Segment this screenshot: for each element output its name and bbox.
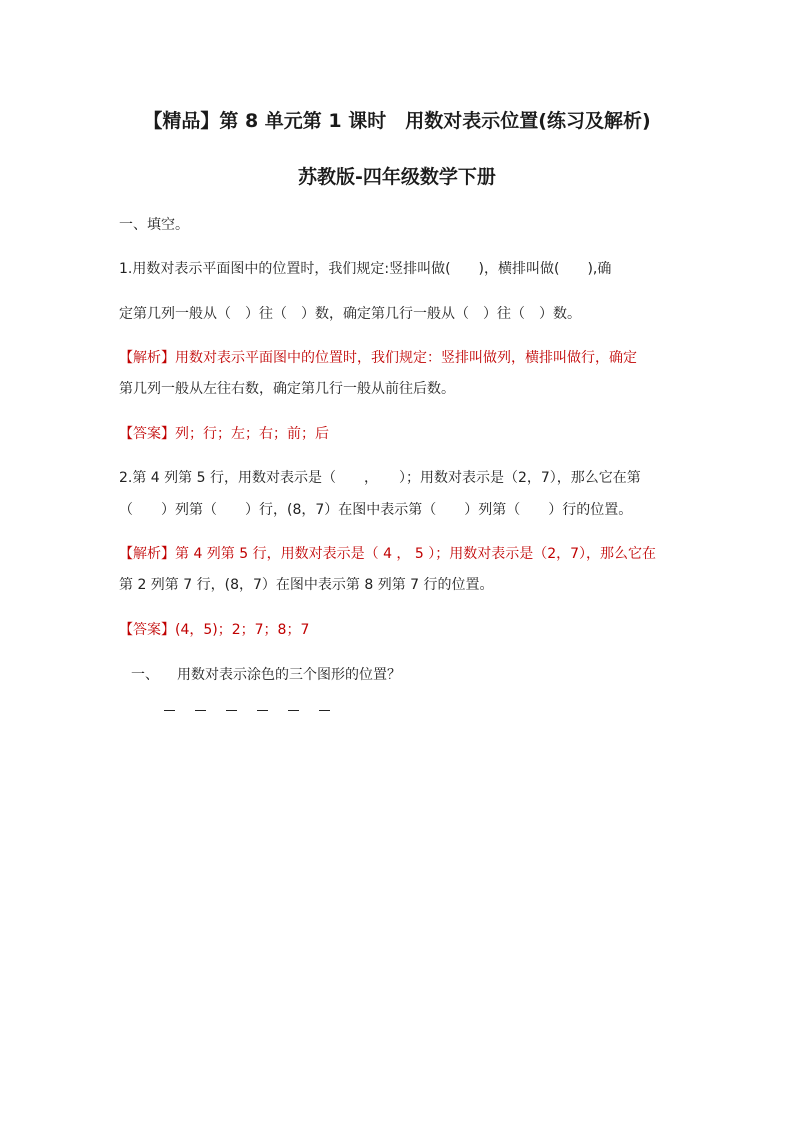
question-2-answer (119, 619, 309, 639)
section-heading-fill-blank: 一、填空。 (119, 217, 189, 233)
question-2-analysis-line-1 (119, 543, 656, 563)
answer-blank[interactable] (257, 710, 268, 711)
analysis-text: 第几列一般从左往右数，确定第几行一般从前往后数。 (119, 381, 455, 397)
analysis-tag: 【解析】 (119, 350, 175, 366)
question-1-analysis-line-2 (119, 378, 455, 398)
question-2-analysis-line-2 (119, 574, 494, 594)
answer-blank[interactable] (195, 710, 206, 711)
answer-blank[interactable] (319, 710, 330, 711)
question-2-line-1: 2.第 4 列第 5 行，用数对表示是（ ， ）；用数对表示是（2，7），那么它在第 (119, 470, 641, 486)
answer-blank[interactable] (288, 710, 299, 711)
answer-blank[interactable] (226, 710, 237, 711)
question-1-line-2: 定第几列一般从（ ）往（ ）数，确定第几行一般从（ ）往（ ）数。 (119, 306, 581, 322)
section-2-question-text: 用数对表示涂色的三个图形的位置？ (177, 667, 401, 683)
analysis-text: 用数对表示平面图中的位置时，我们规定：竖排叫做列，横排叫做行，确定 (175, 350, 637, 366)
answer-text: (4，5)；2；7；8；7 (175, 622, 310, 638)
analysis-text: 第 2 列第 7 行，(8，7）在图中表示第 8 列第 7 行的位置。 (119, 577, 494, 593)
answer-tag: 【答案】 (119, 622, 175, 638)
question-1-answer (119, 423, 329, 443)
section-2-number: 一、 (131, 667, 159, 683)
analysis-text: 第 4 列第 5 行，用数对表示是（ 4 ， 5 ）；用数对表示是（2，7），那么它在 (175, 546, 657, 562)
analysis-tag: 【解析】 (119, 546, 175, 562)
question-2-line-2: （ ）列第（ ）行，(8，7）在图中表示第（ ）列第（ ）行的位置。 (119, 502, 633, 518)
document-subtitle: 苏教版-四年级数学下册 (298, 166, 496, 188)
answer-blanks (164, 702, 344, 718)
question-1-analysis-line-1 (119, 347, 637, 367)
document-title: 【精品】第 8 单元第 1 课时 用数对表示位置(练习及解析) (143, 110, 651, 132)
question-1-line-1: 1.用数对表示平面图中的位置时，我们规定:竖排叫做( )，横排叫做( ),确 (119, 261, 612, 277)
answer-text: 列；行；左；右；前；后 (175, 426, 329, 442)
answer-tag: 【答案】 (119, 426, 175, 442)
answer-blank[interactable] (164, 710, 175, 711)
section-2-question (131, 664, 401, 684)
